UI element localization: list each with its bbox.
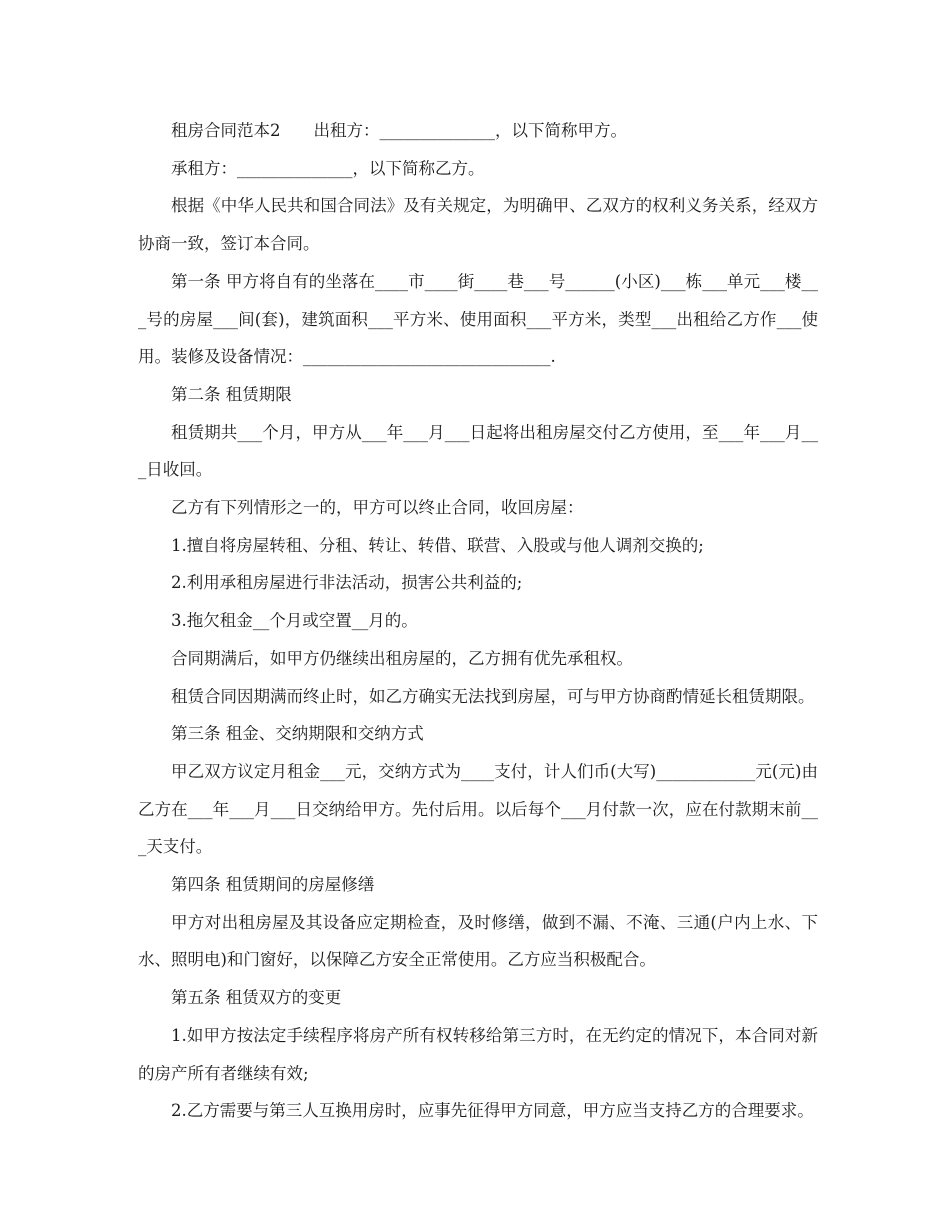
paragraph-rent-payment: 甲乙双方议定月租金___元，交纳方式为____支付，计人们币(大写)____________元(元)由乙方在___年___月___日交纳给甲方。先付后用。以后每个___月付款一次，应在付款期末前___天支付。 — [138, 761, 818, 857]
paragraph-parties-lessee: 承租方：______________，以下简称乙方。 — [171, 158, 485, 178]
heading-article-5: 第五条 租赁双方的变更 — [171, 988, 342, 1008]
contract-document — [138, 112, 818, 1130]
list-item-termination-2: 2.利用承租房屋进行非法活动，损害公共利益的; — [171, 573, 523, 593]
list-item-termination-3: 3.拖欠租金__个月或空置__月的。 — [171, 611, 418, 631]
heading-article-3: 第三条 租金、交纳期限和交纳方式 — [171, 724, 424, 744]
paragraph-termination-intro: 乙方有下列情形之一的，甲方可以终止合同，收回房屋： — [171, 498, 584, 518]
paragraph-repairs: 甲方对出租房屋及其设备应定期检查，及时修缮，做到不漏、不淹、三通(户内上水、下水、照明电)和门窗好，以保障乙方安全正常使用。乙方应当积极配合。 — [138, 912, 818, 970]
heading-article-4: 第四条 租赁期间的房屋修缮 — [171, 875, 375, 895]
heading-article-2: 第二条 租赁期限 — [171, 384, 292, 404]
paragraph-preamble: 根据《中华人民共和国合同法》及有关规定，为明确甲、乙双方的权利义务关系，经双方协商一致，签订本合同。 — [138, 196, 818, 254]
list-item-change-1: 1.如甲方按法定手续程序将房产所有权转移给第三方时，在无约定的情况下，本合同对新的房产所有者继续有效; — [138, 1025, 818, 1083]
paragraph-priority-renewal: 合同期满后，如甲方仍继续出租房屋的，乙方拥有优先承租权。 — [171, 648, 633, 668]
paragraph-extension: 租赁合同因期满而终止时，如乙方确实无法找到房屋，可与甲方协商酌情延长租赁期限。 — [171, 686, 815, 706]
paragraph-parties-lessor: 租房合同范本2 出租方：______________，以下简称甲方。 — [171, 121, 627, 140]
paragraph-article-1: 第一条 甲方将自有的坐落在____市____街____巷___号______(小区)___栋___单元___楼___号的房屋___间(套)，建筑面积___平方米、使用面积___平方米，类型___出租给乙方作___使用。装修及设备情况：______________________________. — [138, 271, 818, 367]
paragraph-lease-term: 租赁期共___个月，甲方从___年___月___日起将出租房屋交付乙方使用，至___年___月___日收回。 — [138, 422, 818, 480]
list-item-termination-1: 1.擅自将房屋转租、分租、转让、转借、联营、入股或与他人调剂交换的; — [171, 535, 704, 555]
list-item-change-2: 2.乙方需要与第三人互换用房时，应事先征得甲方同意，甲方应当支持乙方的合理要求。 — [171, 1101, 814, 1121]
